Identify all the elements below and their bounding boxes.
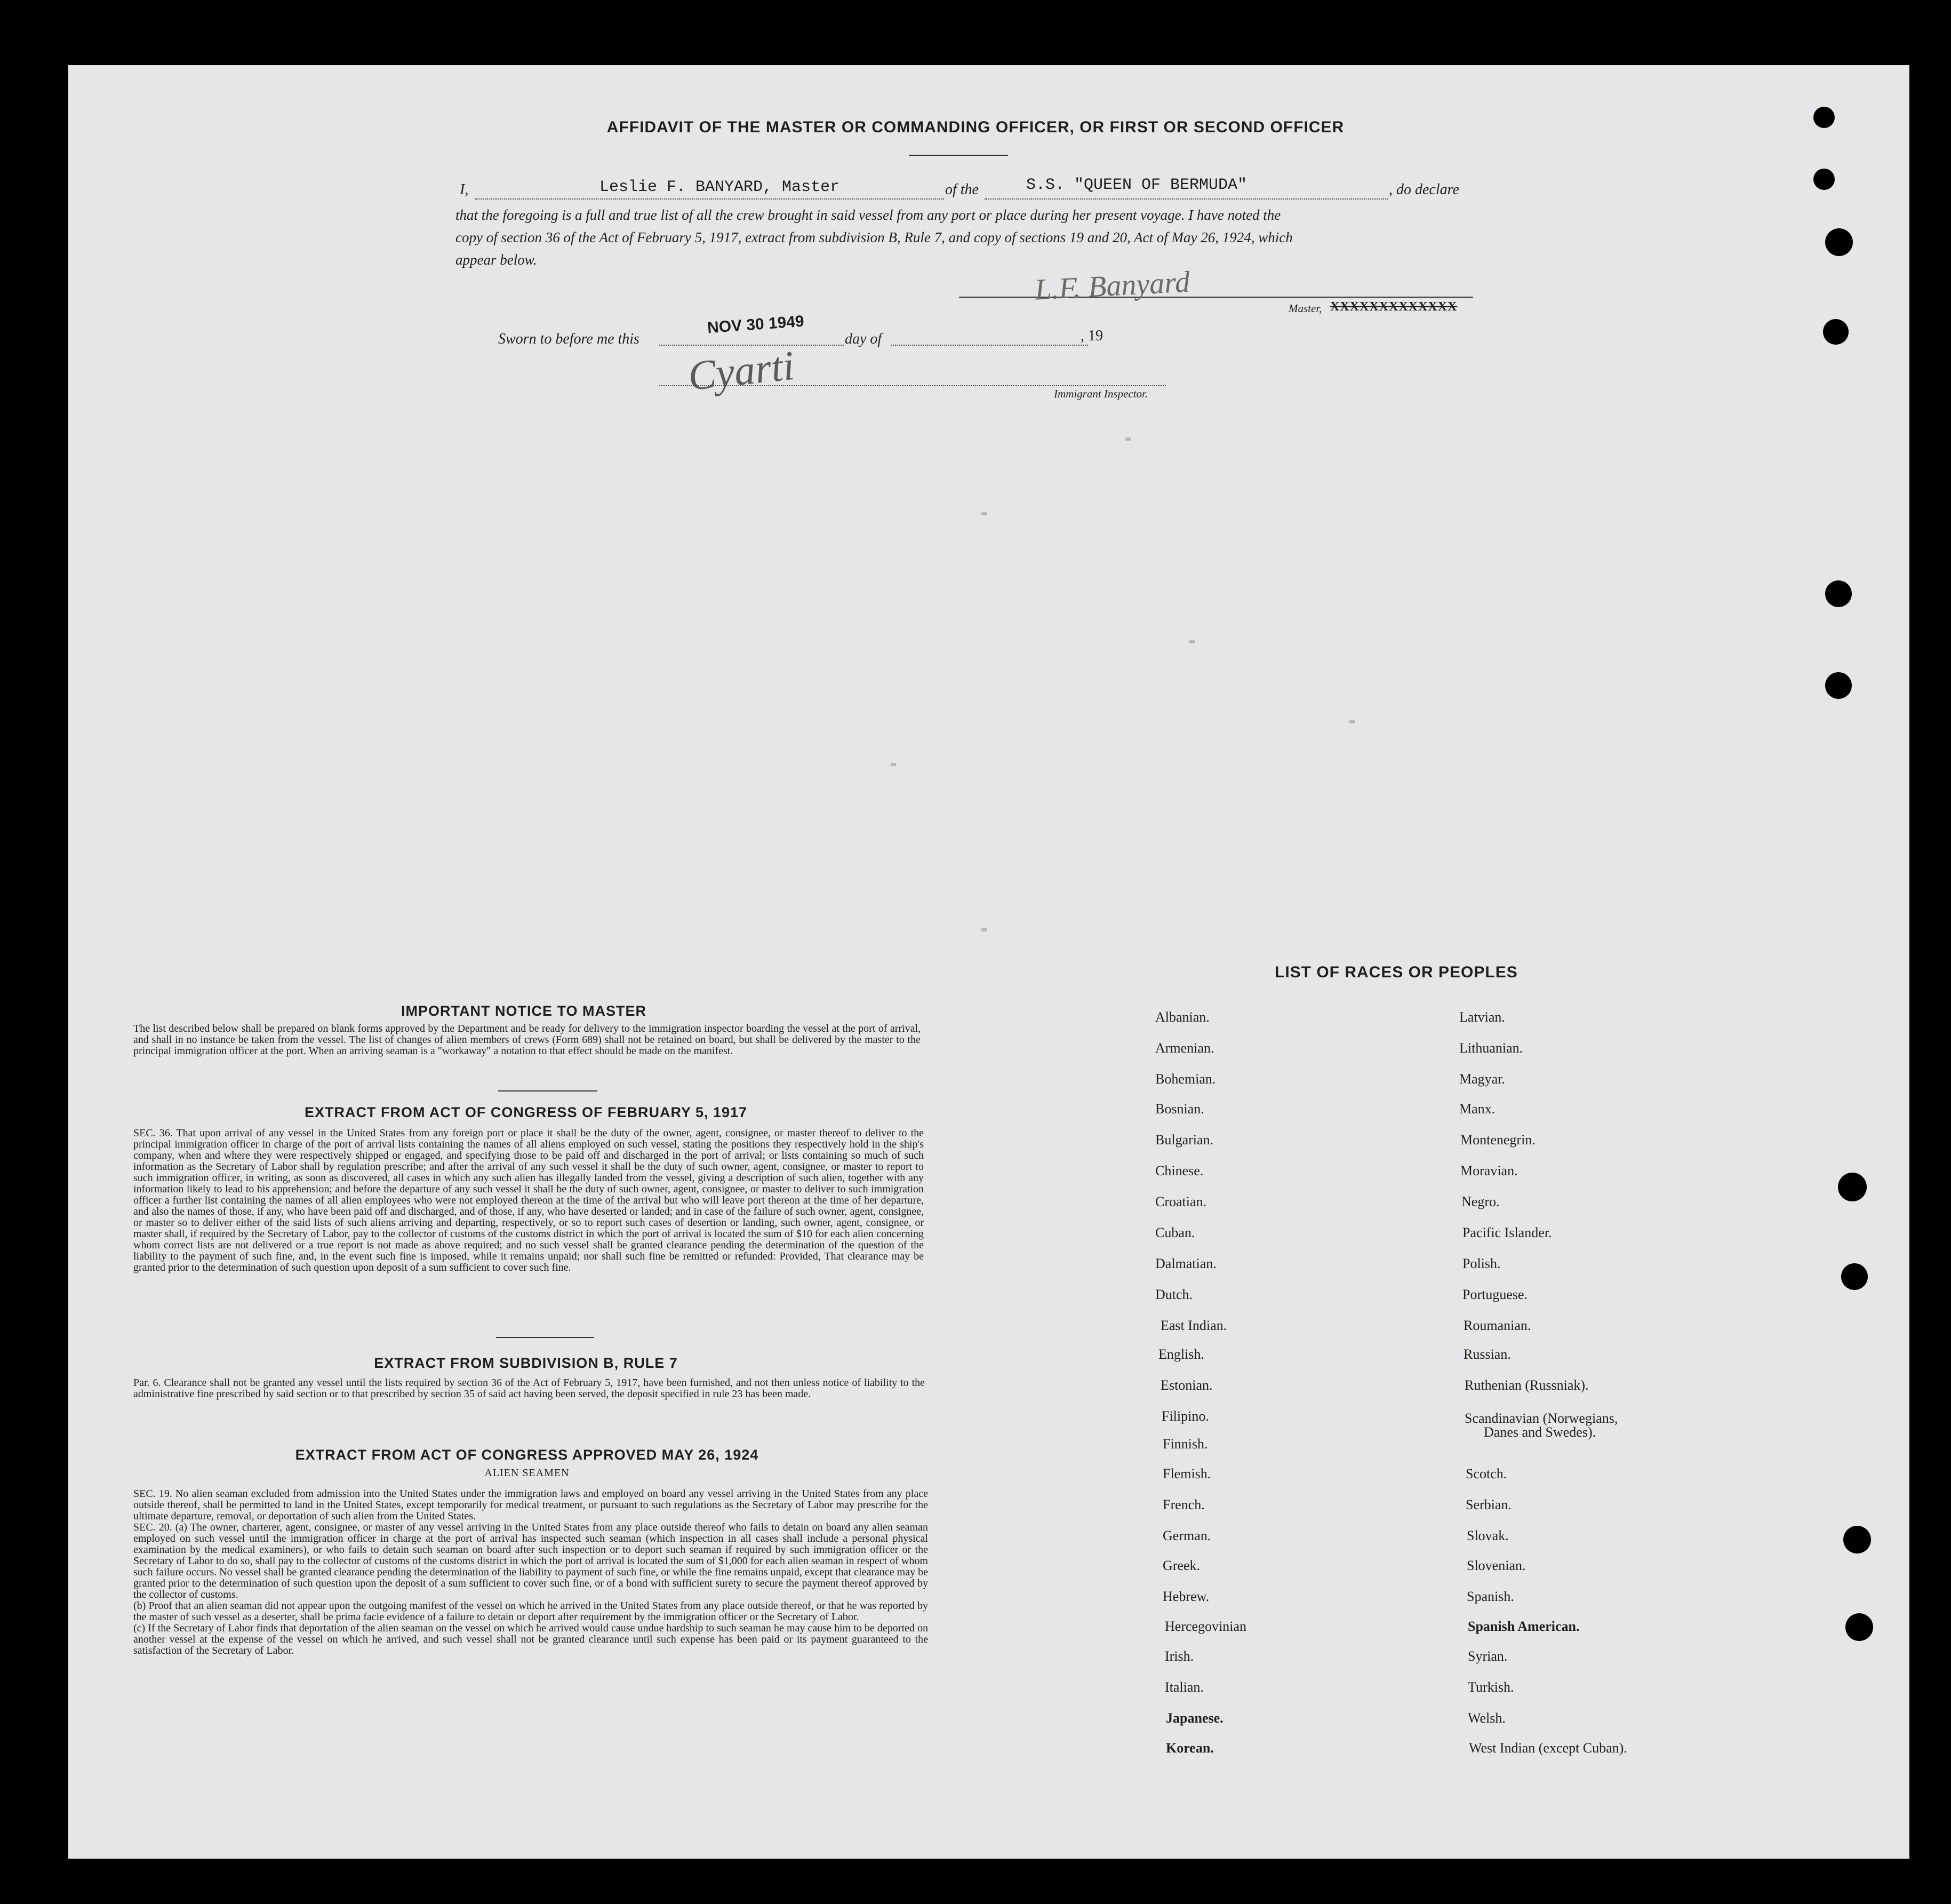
- section-rule: [498, 1090, 597, 1092]
- race-item: Estonian.: [1161, 1377, 1213, 1393]
- race-item: East Indian.: [1161, 1318, 1227, 1333]
- race-item: Hercegovinian: [1165, 1619, 1247, 1634]
- race-item: Albanian.: [1155, 1009, 1210, 1025]
- extract-1917-title: EXTRACT FROM ACT OF CONGRESS OF FEBRUARY 5, 1917: [304, 1104, 748, 1120]
- punch-hole: [1825, 672, 1852, 699]
- of-the-label: of the: [945, 181, 979, 198]
- race-item: Dalmatian.: [1155, 1256, 1217, 1271]
- races-title: LIST OF RACES OR PEOPLES: [1275, 963, 1518, 981]
- race-item: Lithuanian.: [1459, 1040, 1523, 1056]
- race-item: Latvian.: [1459, 1009, 1505, 1025]
- race-item: Portuguese.: [1462, 1287, 1528, 1302]
- race-item: Flemish.: [1163, 1466, 1211, 1481]
- punch-hole: [1841, 1263, 1868, 1290]
- race-item: Croatian.: [1155, 1194, 1207, 1209]
- bleed-mark: [891, 763, 896, 766]
- race-item: Slovak.: [1467, 1528, 1509, 1543]
- master-label: Master,: [1289, 302, 1322, 315]
- race-item: Slovenian.: [1467, 1558, 1526, 1573]
- race-item: Turkish.: [1468, 1679, 1514, 1695]
- race-item: Bosnian.: [1155, 1101, 1204, 1117]
- race-item: Roumanian.: [1464, 1318, 1531, 1333]
- race-item: French.: [1163, 1497, 1205, 1512]
- rule7-text: Par. 6. Clearance shall not be granted any vessel until the lists required by section 36 of the Act of February 5, 1917, have been furnished, and not then unless notice of liability to the administrative fine prescribed by said section or to that prescribed by section 35 of said act having been served, the deposit specified in rule 23 has been made.: [133, 1377, 925, 1400]
- race-item: Polish.: [1462, 1256, 1501, 1271]
- bleed-mark: [1125, 437, 1131, 441]
- affidavit-body: [455, 204, 1467, 271]
- bleed-mark: [1189, 640, 1195, 643]
- extract-1917-text: SEC. 36. That upon arrival of any vessel in the United States from any foreign port or place it shall be the duty of the owner, agent, consignee, or master thereof to deliver to the principal immigration officer in charge of the port of arrival lists containing the names of all aliens employed on such vessel, stating the positions they respectively hold in the ship's company, when and where they were respectively shipped or engaged, and specifying those to be paid off and discharged in the port of arrival; or lists containing so much of such information as the Secretary of Labor shall by regulation prescribe; and after the arrival of any such vessel it shall be the duty of such owner, agent, consignee, or master to report to such immigration officer, in writing, as soon as discovered, all cases in which any such alien has illegally landed from the vessel, giving a description of such alien, together with any information likely to lead to his apprehension; and before the departure of any such vessel it shall be the duty of such owner, agent, consignee, or master to deliver to such immigration officer a further list containing the names of all alien employees who were not employed thereon at the time of the arrival but who will leave port thereon at the time of her departure, and also the names of those, if any, who have been paid off and discharged, and of those, if any, who have deserted or landed; and in case of the failure of such owner, agent, consignee, or master so to deliver either of the said lists of such aliens arriving and departing, respectively, or so to report such cases of desertion or landing, such owner, agent, consignee, or master shall, if required by the Secretary of Labor, pay to the collector of customs of the customs district in which the port of arrival is located the sum of $10 for each alien concerning whom correct lists are not delivered or a true report is not made as above required; and no such vessel shall be granted clearance pending the determination of the question of the liability to the payment of such fine, and, in the event such fine is imposed, while it remains unpaid; nor shall such fine be remitted or refunded: Provided, That clearance may be granted prior to the determination of such question upon deposit of a sum sufficient to cover such fine.: [133, 1127, 924, 1273]
- race-item: Danes and Swedes).: [1484, 1424, 1596, 1440]
- punch-hole: [1845, 1613, 1873, 1641]
- race-item: Bulgarian.: [1155, 1132, 1214, 1148]
- race-item: Hebrew.: [1163, 1589, 1210, 1604]
- race-item: Ruthenian (Russniak).: [1465, 1377, 1589, 1393]
- race-item: Korean.: [1166, 1740, 1214, 1756]
- affidavit-body-line: appear below.: [455, 252, 537, 268]
- race-item: Dutch.: [1155, 1287, 1193, 1302]
- race-item: Irish.: [1165, 1648, 1194, 1664]
- date-stamp: NOV 30 1949: [707, 312, 805, 337]
- race-item: Montenegrin.: [1460, 1132, 1536, 1148]
- vessel-line: [985, 198, 1388, 200]
- race-item: Chinese.: [1155, 1163, 1204, 1178]
- race-item: German.: [1163, 1528, 1211, 1543]
- race-item: Pacific Islander.: [1462, 1225, 1552, 1240]
- race-item: Finnish.: [1163, 1436, 1208, 1452]
- race-item: Russian.: [1464, 1347, 1511, 1362]
- sec20b-text: (b) Proof that an alien seaman did not appear upon the outgoing manifest of the vessel on which he arrived in the United States from any place outside thereof, or that he was reported by the master of such vessel as a deserter, shall be prima facie evidence of a failure to detain or deport after requirement by the immigration officer or the Secretary of Labor.: [133, 1600, 928, 1623]
- race-item: Bohemian.: [1155, 1071, 1216, 1087]
- race-item: Manx.: [1459, 1101, 1496, 1117]
- bleed-mark: [981, 928, 987, 931]
- name-line: [475, 198, 944, 200]
- title-rule: [909, 155, 1008, 156]
- race-item: Serbian.: [1466, 1497, 1512, 1512]
- master-name-value: Leslie F. BANYARD, Master: [599, 178, 840, 196]
- punch-hole: [1825, 228, 1853, 256]
- race-item: Japanese.: [1166, 1710, 1224, 1726]
- affidavit-title: AFFIDAVIT OF THE MASTER OR COMMANDING OFFICER, OR FIRST OR SECOND OFFICER: [606, 118, 1345, 136]
- punch-hole: [1823, 319, 1849, 345]
- race-item: Cuban.: [1155, 1225, 1195, 1240]
- sec20c-text: (c) If the Secretary of Labor finds that deportation of the alien seaman on the vessel on which he arrived would cause undue hardship to such seaman he may cause him to be deported on another vessel at the expense of the vessel on which he arrived, and such vessel shall not be granted clearance until such expense has been paid or its payment guaranteed to the satisfaction of the Secretary of Labor.: [133, 1622, 928, 1656]
- race-item: Scandinavian (Norwegians,: [1465, 1411, 1618, 1426]
- race-item: Spanish.: [1467, 1589, 1514, 1604]
- race-item: English.: [1158, 1347, 1204, 1362]
- race-item: Armenian.: [1155, 1040, 1214, 1056]
- vessel-name-value: S.S. "QUEEN OF BERMUDA": [1026, 176, 1248, 194]
- punch-hole: [1825, 580, 1852, 607]
- race-item: Italian.: [1165, 1679, 1204, 1695]
- punch-hole: [1813, 169, 1835, 190]
- punch-hole: [1838, 1173, 1867, 1201]
- race-item: Moravian.: [1460, 1163, 1518, 1178]
- affidavit-body-line: that the foregoing is a full and true list of all the crew brought in said vessel from any port or place during her present voyage. I have noted the: [455, 207, 1281, 223]
- race-item: Magyar.: [1459, 1071, 1505, 1087]
- day-of-label: day of: [845, 331, 882, 347]
- bleed-mark: [1349, 720, 1355, 723]
- extract-1924-subtitle: ALIEN SEAMEN: [484, 1467, 570, 1479]
- rule7-title: EXTRACT FROM SUBDIVISION B, RULE 7: [374, 1355, 678, 1371]
- race-item: Filipino.: [1162, 1408, 1209, 1424]
- do-declare-label: , do declare: [1389, 181, 1459, 198]
- inspector-signature: Cyarti: [685, 341, 797, 400]
- sworn-label: Sworn to before me this: [498, 331, 639, 347]
- race-item: Syrian.: [1468, 1648, 1508, 1664]
- i-label: I,: [460, 181, 469, 198]
- race-item: Welsh.: [1468, 1710, 1506, 1726]
- punch-hole: [1843, 1526, 1871, 1554]
- section-rule: [496, 1337, 594, 1338]
- year-label: , 19: [1081, 328, 1103, 344]
- affidavit-body-line: copy of section 36 of the Act of February 5, 1917, extract from subdivision B, Rule 7, and copy of sections 19 and 20, Act of May 26, 1924, which: [455, 229, 1293, 245]
- sec20a-text: SEC. 20. (a) The owner, charterer, agent, consignee, or master of any vessel arriving in the United States from any place outside thereof who fails to detain on board any alien seaman employed on such vessel until the immigration officer in charge at the port of arrival has inspected such seaman (which inspection in all cases shall include a personal physical examination by the medical examiners), or who fails to detain such seaman on board after such inspection or to deport such seaman if required by such immigration officer or the Secretary of Labor to do so, shall pay to the collector of customs of the customs district in which the port of arrival is located the sum of $1,000 for each alien seaman in respect of whom such failure occurs. No vessel shall be granted clearance pending the determination of the liability to payment of such fine, or while the fine remains unpaid, except that clearance may be granted prior to the determination of such question upon the deposit of a sum sufficient to cover such fine, or of a bond with sufficient surety to secure the payment thereof approved by the collector of customs.: [133, 1521, 928, 1600]
- extract-1924-title: EXTRACT FROM ACT OF CONGRESS APPROVED MAY 26, 1924: [295, 1447, 759, 1463]
- month-line: [891, 345, 1088, 346]
- master-title-struck: XXXXXXXXXXXXX: [1330, 300, 1458, 314]
- extract-1924-text: [133, 1488, 928, 1656]
- notice-title: IMPORTANT NOTICE TO MASTER: [401, 1003, 646, 1019]
- race-item: Scotch.: [1466, 1466, 1507, 1481]
- inspector-label: Immigrant Inspector.: [1054, 387, 1148, 400]
- race-item: West Indian (except Cuban).: [1469, 1740, 1627, 1756]
- notice-text: The list described below shall be prepared on blank forms approved by the Department and be ready for delivery to the immigration inspector boarding the vessel at the port of arrival, and shall in no instance be taken from the vessel. The list of changes of alien members of crews (Form 689) shall not be retained on board, but shall be delivered by the master to the principal immigration officer at the port. When an arriving seaman is a "workaway" a notation to that effect should be made on the manifest.: [133, 1023, 921, 1057]
- inspector-line: [659, 385, 1166, 386]
- master-signature: L.F. Banyard: [1034, 265, 1191, 307]
- race-item: Negro.: [1461, 1194, 1500, 1209]
- sec19-text: SEC. 19. No alien seaman excluded from admission into the United States under the immigration laws and employed on board any vessel arriving in the United States from any place outside thereof, shall be permitted to land in the United States, except temporarily for medical treatment, or pursuant to such regulations as the Secretary of Labor may prescribe for the ultimate departure, removal, or deportation of such alien from the United States.: [133, 1488, 928, 1522]
- bleed-mark: [981, 512, 987, 515]
- race-item: Spanish American.: [1468, 1619, 1580, 1634]
- race-item: Greek.: [1163, 1558, 1201, 1573]
